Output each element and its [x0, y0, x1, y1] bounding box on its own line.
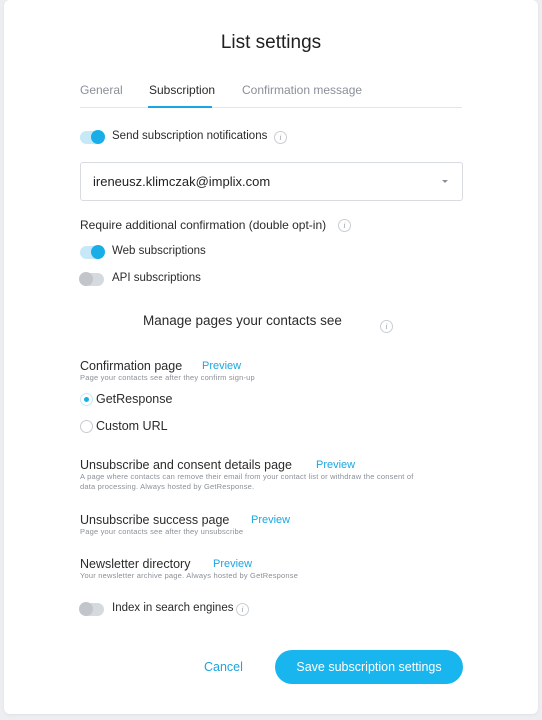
unsubscribe-consent-preview-link[interactable]: Preview: [316, 459, 356, 471]
manage-pages-heading: Manage pages your contacts see: [143, 313, 342, 328]
cancel-button[interactable]: Cancel: [204, 660, 243, 674]
unsubscribe-consent-title: Unsubscribe and consent details page: [80, 458, 292, 472]
unsubscribe-consent-hint-line1: A page where contacts can remove their email from your contact list or withdraw the consent of: [80, 472, 414, 481]
unsubscribe-success-preview-link[interactable]: Preview: [251, 514, 291, 526]
unsubscribe-consent-hint-line2: data processing. Always hosted by GetResponse.: [80, 482, 255, 491]
tab-general[interactable]: General: [80, 83, 123, 97]
notification-email-select[interactable]: [80, 162, 463, 201]
radio-custom-url[interactable]: [80, 420, 93, 433]
double-optin-label: Require additional confirmation (double opt-in): [80, 218, 327, 232]
active-tab-indicator: [148, 106, 212, 108]
notification-email-value: ireneusz.klimczak@implix.com: [93, 174, 271, 189]
chevron-down-icon: [442, 180, 448, 183]
dialog-title: List settings: [220, 32, 322, 53]
radio-getresponse[interactable]: [80, 393, 93, 406]
api-subscriptions-toggle[interactable]: [80, 273, 104, 286]
web-subscriptions-toggle[interactable]: [80, 246, 104, 259]
radio-getresponse-label: GetResponse: [96, 392, 173, 406]
notifications-toggle[interactable]: [80, 131, 104, 144]
double-optin-info-icon[interactable]: i: [338, 219, 351, 232]
notifications-label: Send subscription notifications: [112, 130, 268, 142]
index-search-toggle[interactable]: [80, 603, 104, 616]
newsletter-directory-hint: Your newsletter archive page. Always hosted by GetResponse: [80, 571, 299, 580]
newsletter-directory-preview-link[interactable]: Preview: [213, 558, 253, 570]
confirmation-page-title: Confirmation page: [80, 359, 183, 373]
newsletter-directory-title: Newsletter directory: [80, 557, 191, 571]
confirmation-page-preview-link[interactable]: Preview: [202, 360, 242, 372]
index-search-label: Index in search engines: [112, 602, 234, 614]
notifications-info-icon[interactable]: i: [274, 131, 287, 144]
manage-pages-info-icon[interactable]: i: [380, 320, 393, 333]
web-subscriptions-label: Web subscriptions: [112, 245, 206, 257]
tabs-divider: [80, 107, 462, 108]
radio-custom-url-label: Custom URL: [96, 419, 168, 433]
unsubscribe-success-title: Unsubscribe success page: [80, 513, 230, 527]
unsubscribe-success-hint: Page your contacts see after they unsubscribe: [80, 527, 244, 536]
index-search-info-icon[interactable]: i: [236, 603, 249, 616]
api-subscriptions-label: API subscriptions: [112, 272, 201, 284]
confirmation-page-hint: Page your contacts see after they confirm sign-up: [80, 373, 255, 382]
save-subscription-settings-button[interactable]: Save subscription settings: [275, 650, 463, 684]
tab-subscription[interactable]: Subscription: [149, 83, 216, 97]
tab-confirmation-message[interactable]: Confirmation message: [242, 83, 363, 97]
